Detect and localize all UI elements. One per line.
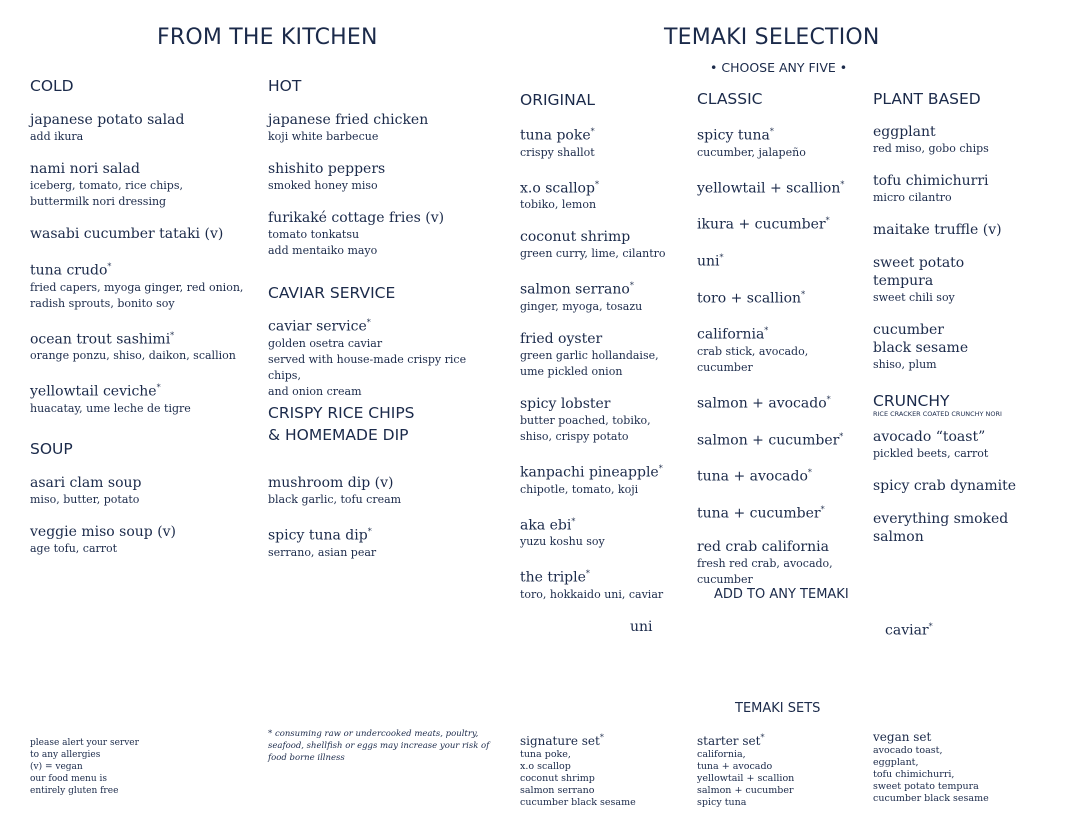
menu-item	[268, 523, 493, 561]
chips-title-line1: CRISPY RICE CHIPS	[268, 404, 415, 422]
set-signature	[520, 730, 690, 809]
menu-item-desc: shiso, plum	[873, 358, 937, 371]
menu-item-star: *	[366, 318, 371, 327]
menu-item	[520, 330, 690, 380]
set-line: salmon serrano	[520, 785, 595, 796]
menu-item-desc: ume pickled onion	[520, 364, 623, 378]
menu-item-desc: red miso, gobo chips	[873, 142, 989, 155]
addon-caviar	[885, 618, 933, 640]
menu-item	[30, 111, 255, 145]
temaki-title: TEMAKI SELECTION	[664, 25, 880, 50]
menu-item-desc: chipotle, tomato, koji	[520, 482, 639, 496]
menu-item	[268, 474, 493, 508]
menu-item	[697, 428, 867, 450]
menu-item-name: wasabi cucumber tataki (v)	[30, 226, 224, 242]
menu-item-star: *	[367, 527, 372, 536]
menu-item-name: everything smoked	[873, 511, 1009, 527]
raw-food-warning	[268, 728, 508, 764]
menu-item-star: *	[764, 326, 769, 336]
set-name: signature set*	[520, 733, 604, 748]
addon-caviar-label: caviar	[885, 622, 929, 639]
menu-item-desc: serrano, asian pear	[268, 545, 377, 559]
menu-item-desc: orange ponzu, shiso, daikon, scallion	[30, 349, 236, 363]
menu-item-star: *	[658, 463, 663, 473]
menu-item	[873, 254, 1053, 306]
menu-item-name: maitake truffle (v)	[873, 222, 1002, 238]
set-line: salmon + cucumber	[697, 785, 794, 796]
menu-item-name: spicy tuna*	[697, 127, 774, 144]
menu-item-star: *	[170, 330, 175, 340]
set-star: *	[760, 733, 765, 742]
menu-item-star: *	[839, 431, 844, 441]
menu-item-desc: huacatay, ume leche de tigre	[30, 401, 191, 415]
set-vegan	[873, 730, 1053, 805]
menu-item-name: asari clam soup	[30, 475, 142, 491]
menu-item-name: x.o scallop*	[520, 179, 599, 197]
menu-item-star: *	[769, 127, 774, 136]
menu-item	[30, 327, 255, 365]
menu-item	[697, 464, 867, 486]
menu-item-name: california*	[697, 326, 769, 343]
menu-item	[697, 286, 867, 308]
menu-item-desc: crispy shallot	[520, 145, 595, 159]
menu-item-name: red crab california	[697, 538, 829, 555]
menu-item-desc: smoked honey miso	[268, 179, 378, 192]
menu-item-name: eggplant	[873, 124, 936, 140]
menu-item-name: cucumber	[873, 322, 944, 338]
menu-item-name: japanese potato salad	[30, 112, 185, 128]
menu-item-star: *	[156, 383, 161, 393]
menu-item-desc: tomato tonkatsu	[268, 228, 360, 241]
menu-item-name: nami nori salad	[30, 161, 140, 177]
menu-item	[873, 221, 1053, 239]
menu-item	[30, 225, 255, 243]
soup-title: SOUP	[30, 440, 73, 458]
soup-section	[30, 440, 255, 572]
menu-item-name: black sesame	[873, 340, 969, 356]
menu-item	[30, 523, 255, 557]
menu-item-desc: served with house-made crispy rice chips,	[268, 352, 467, 382]
menu-item-name: ocean trout sashimi*	[30, 330, 175, 348]
menu-item	[873, 477, 1063, 495]
set-line: spicy tuna	[697, 797, 747, 808]
allergy-line: (v) = vegan	[30, 762, 83, 772]
menu-item-desc: shiso, crispy potato	[520, 429, 629, 443]
menu-item	[520, 123, 690, 161]
menu-item-desc: toro, hokkaido uni, caviar	[520, 587, 664, 601]
menu-item	[520, 513, 690, 551]
set-line: tuna poke,	[520, 749, 571, 760]
set-line: yellowtail + scallion	[697, 773, 795, 784]
crunchy-subtitle: RICE CRACKER COATED CRUNCHY NORI	[873, 410, 1002, 418]
menu-item	[697, 391, 867, 413]
crunchy-section	[873, 392, 1063, 561]
kitchen-title: FROM THE KITCHEN	[157, 25, 378, 50]
hot-items	[268, 111, 493, 259]
original-items	[520, 123, 690, 603]
menu-item-name: tuna crudo*	[30, 262, 112, 279]
menu-item-name: tuna + cucumber*	[697, 504, 825, 522]
menu-item	[520, 176, 690, 214]
menu-item-desc: and onion cream	[268, 384, 362, 398]
menu-item	[520, 277, 690, 315]
menu-item-star: *	[801, 289, 806, 299]
menu-item	[697, 176, 867, 198]
menu-item-name: caviar service*	[268, 318, 371, 335]
menu-item	[30, 474, 255, 508]
menu-item-star: *	[585, 569, 590, 579]
menu-item-star: *	[825, 216, 830, 226]
set-line: cucumber black sesame	[520, 797, 636, 808]
menu-item-star: *	[107, 262, 112, 271]
addons-title: ADD TO ANY TEMAKI	[714, 587, 849, 602]
menu-item-desc: golden osetra caviar	[268, 336, 383, 350]
set-name: starter set*	[697, 733, 765, 748]
menu-item-name: the triple*	[520, 569, 590, 586]
menu-item-desc: add mentaiko mayo	[268, 244, 378, 257]
menu-item	[520, 395, 690, 445]
menu-item-desc: iceberg, tomato, rice chips,	[30, 179, 183, 192]
set-line: sweet potato tempura	[873, 781, 979, 792]
hot-section	[268, 77, 493, 274]
menu-item	[697, 322, 867, 376]
menu-item-desc: radish sprouts, bonito soy	[30, 296, 175, 310]
menu-item-name: ikura + cucumber*	[697, 216, 830, 233]
caviar-items	[268, 314, 498, 400]
menu-item-desc: fresh red crab, avocado,	[697, 556, 833, 570]
menu-item-star: *	[820, 504, 825, 514]
menu-item-desc: green garlic hollandaise,	[520, 348, 659, 362]
menu-item-desc: miso, butter, potato	[30, 493, 140, 506]
set-starter	[697, 730, 867, 809]
plant-title: PLANT BASED	[873, 90, 981, 108]
menu-item-name: veggie miso soup (v)	[30, 524, 177, 540]
addon-caviar-star: *	[928, 622, 933, 631]
menu-item-name: tempura	[873, 273, 934, 289]
menu-item-star: *	[826, 394, 831, 404]
menu-item	[30, 160, 255, 210]
menu-item-desc: age tofu, carrot	[30, 542, 118, 555]
menu-item-desc: cucumber, jalapeño	[697, 145, 806, 159]
classic-items	[697, 123, 867, 588]
menu-item-name: salmon + avocado*	[697, 394, 831, 412]
set-name: vegan set	[873, 730, 932, 744]
menu-item-star: *	[571, 516, 576, 526]
menu-item-name: salmon serrano*	[520, 281, 634, 298]
classic-title: CLASSIC	[697, 90, 763, 108]
set-line: coconut shrimp	[520, 773, 595, 784]
cold-items	[30, 111, 255, 417]
menu-item-name: tofu chimichurri	[873, 173, 989, 189]
menu-item-name: mushroom dip (v)	[268, 475, 394, 491]
crunchy-title: CRUNCHY	[873, 392, 950, 410]
set-line: tofu chimichurri,	[873, 769, 955, 780]
menu-item-desc: add ikura	[30, 130, 84, 143]
menu-item	[520, 228, 690, 262]
menu-item	[520, 460, 690, 498]
menu-item-name: tuna poke*	[520, 127, 595, 144]
allergy-line: to any allergies	[30, 750, 101, 760]
menu-item-desc: cucumber	[697, 572, 753, 586]
menu-item-desc: green curry, lime, cilantro	[520, 247, 666, 261]
menu-item-name: furikaké cottage fries (v)	[268, 210, 445, 226]
set-line: tuna + avocado	[697, 761, 773, 772]
menu-item-star: *	[629, 281, 634, 291]
menu-item-name: spicy tuna dip*	[268, 527, 372, 544]
menu-item-name: yellowtail ceviche*	[30, 383, 161, 400]
menu-item-name: salmon	[873, 529, 924, 545]
menu-item-desc: pickled beets, carrot	[873, 447, 989, 460]
menu-item-name: coconut shrimp	[520, 229, 631, 246]
menu-item-desc: black garlic, tofu cream	[268, 493, 402, 506]
plant-section	[873, 90, 1053, 388]
menu-item-name: yellowtail + scallion*	[697, 179, 845, 197]
menu-item-name: sweet potato	[873, 255, 965, 271]
menu-item-name: salmon + cucumber*	[697, 431, 844, 449]
menu-item-desc: tobiko, lemon	[520, 198, 597, 212]
allergy-line: please alert your server	[30, 738, 139, 748]
original-section	[520, 91, 690, 618]
set-line: x.o scallop	[520, 761, 571, 772]
caviar-title: CAVIAR SERVICE	[268, 284, 396, 302]
menu-item	[697, 501, 867, 523]
menu-item	[268, 111, 493, 145]
allergy-line: our food menu is	[30, 774, 107, 784]
menu-item	[30, 258, 255, 312]
cold-section	[30, 77, 255, 432]
menu-item	[520, 565, 690, 603]
menu-item	[697, 212, 867, 234]
menu-item	[697, 249, 867, 271]
menu-item-name: aka ebi*	[520, 516, 576, 534]
menu-item	[268, 314, 498, 400]
menu-item-desc: buttermilk nori dressing	[30, 195, 167, 208]
menu-item	[873, 172, 1053, 206]
cold-title: COLD	[30, 77, 74, 95]
menu-item	[873, 123, 1053, 157]
set-star: *	[599, 733, 604, 742]
menu-item-star: *	[807, 468, 812, 478]
addon-uni: uni	[630, 619, 653, 635]
menu-item-star: *	[590, 127, 595, 136]
menu-item-star: *	[840, 179, 845, 189]
plant-items	[873, 123, 1053, 373]
menu-item-desc: sweet chili soy	[873, 291, 955, 304]
menu-item-desc: ginger, myoga, tosazu	[520, 299, 643, 313]
menu-item-name: shishito peppers	[268, 161, 386, 177]
chips-title-line2: & HOMEMADE DIP	[268, 426, 409, 444]
menu-item-name: kanpachi pineapple*	[520, 463, 663, 481]
allergy-line: entirely gluten free	[30, 786, 119, 796]
allergy-note	[30, 737, 190, 797]
set-line: cucumber black sesame	[873, 793, 989, 804]
menu-item-desc: koji white barbecue	[268, 130, 379, 143]
menu-item-star: *	[594, 179, 599, 189]
menu-item	[873, 510, 1063, 546]
menu-item-star: *	[719, 252, 724, 262]
menu-item-name: spicy crab dynamite	[873, 478, 1017, 494]
menu-item-name: uni*	[697, 252, 724, 270]
menu-item	[697, 538, 867, 588]
menu-item-desc: yuzu koshu soy	[520, 535, 605, 549]
chips-items	[268, 474, 493, 561]
menu-item-desc: fried capers, myoga ginger, red onion,	[30, 280, 244, 294]
menu-item	[873, 321, 1053, 373]
set-line: avocado toast,	[873, 745, 943, 756]
menu-item-name: tuna + avocado*	[697, 468, 812, 485]
menu-item	[268, 160, 493, 194]
menu-item	[30, 379, 255, 417]
set-line: california,	[697, 749, 746, 760]
classic-section	[697, 90, 867, 603]
menu-item-desc: butter poached, tobiko,	[520, 413, 651, 427]
menu-item	[873, 428, 1063, 462]
chips-section	[268, 402, 493, 576]
original-title: ORIGINAL	[520, 91, 595, 109]
sets-title: TEMAKI SETS	[735, 701, 821, 716]
crunchy-items	[873, 428, 1063, 546]
menu-item-desc: crab stick, avocado, cucumber	[697, 344, 809, 374]
menu-item-name: japanese fried chicken	[268, 112, 429, 128]
soup-items	[30, 474, 255, 557]
warning-line: food borne illness	[268, 753, 345, 763]
warning-line: * consuming raw or undercooked meats, poultry,	[268, 729, 479, 739]
set-line: eggplant,	[873, 757, 919, 768]
menu-item-name: spicy lobster	[520, 395, 611, 412]
warning-line: seafood, shellfish or eggs may increase your risk of	[268, 741, 490, 751]
caviar-section	[268, 284, 498, 415]
choose-label: • CHOOSE ANY FIVE •	[710, 60, 848, 75]
menu-item	[268, 209, 493, 259]
menu-item-desc: micro cilantro	[873, 191, 952, 204]
menu-item-name: avocado “toast”	[873, 429, 986, 445]
menu-item-name: fried oyster	[520, 330, 603, 347]
menu-item-name: toro + scallion*	[697, 289, 806, 307]
menu-item	[697, 123, 867, 161]
hot-title: HOT	[268, 77, 302, 95]
